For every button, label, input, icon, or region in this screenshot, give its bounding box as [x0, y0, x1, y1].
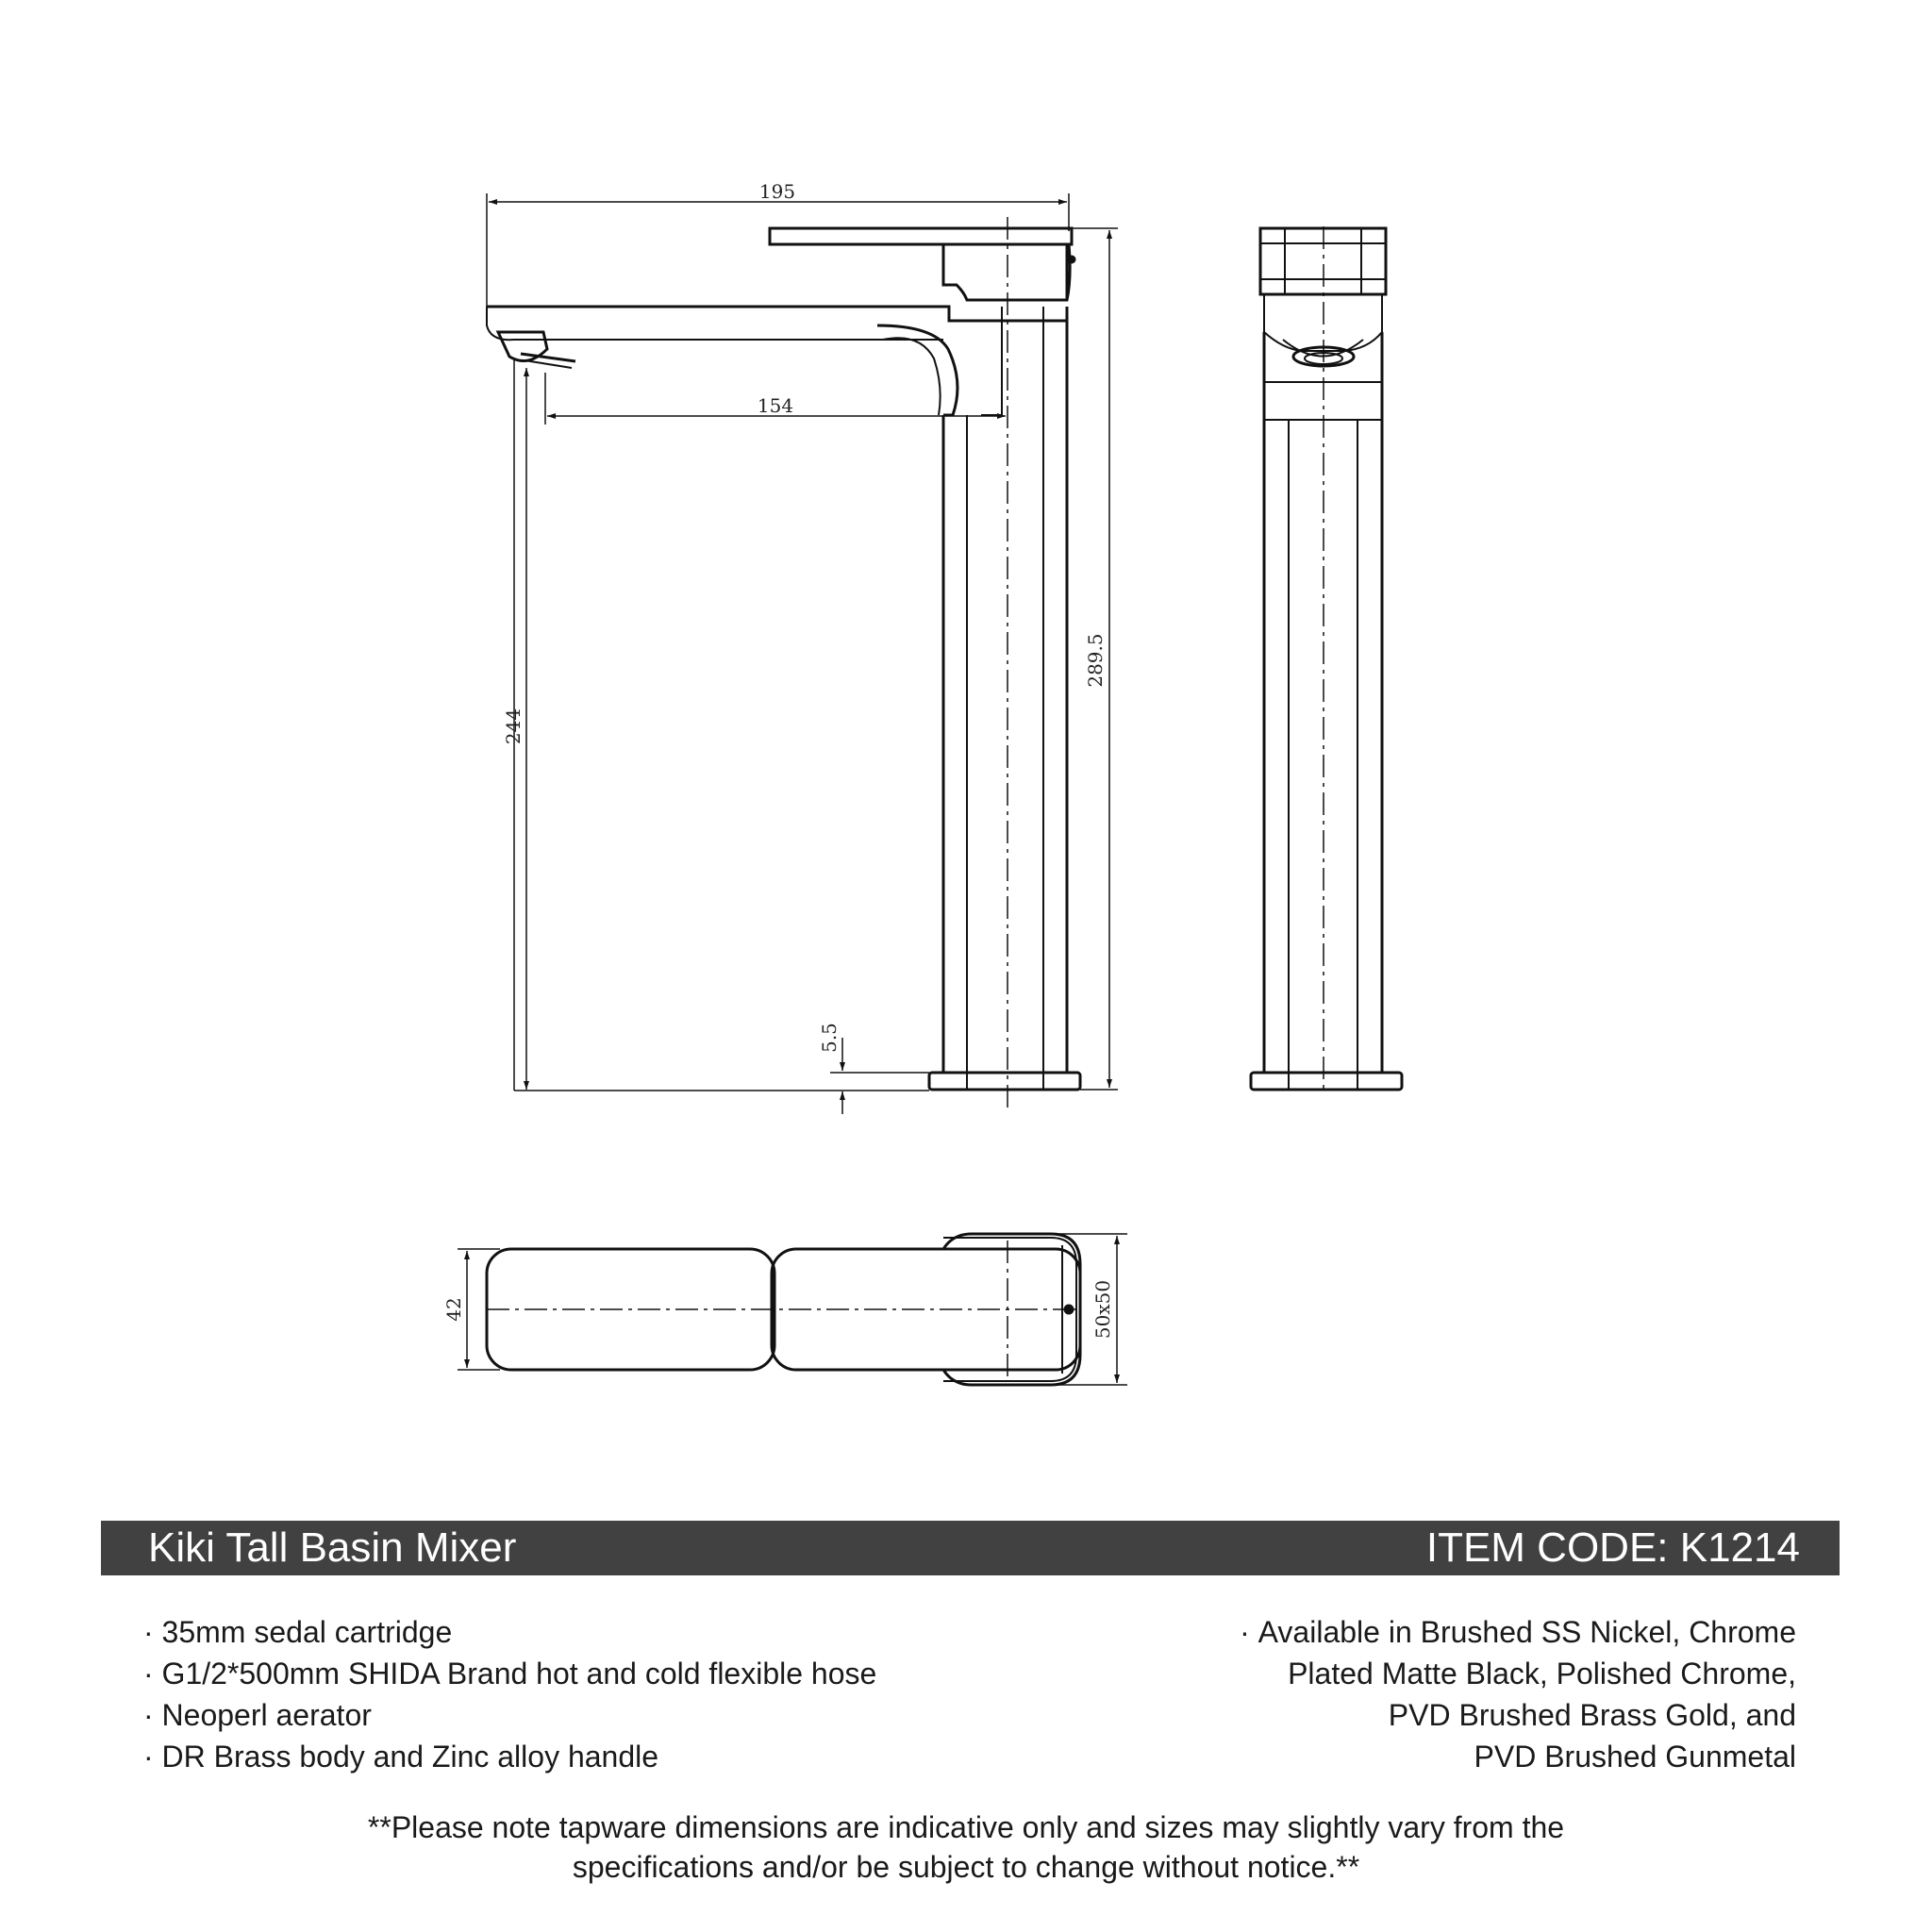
product-title: Kiki Tall Basin Mixer: [148, 1524, 517, 1571]
dim-base-size: 50x50: [1091, 1279, 1114, 1340]
title-banner: [101, 1521, 1840, 1575]
dim-base-thickness: 5.5: [818, 1023, 841, 1053]
finish-options-line: PVD Brushed Gunmetal: [1474, 1740, 1796, 1774]
front-view: [487, 217, 1080, 1108]
dim-overall-height: 289.5: [1084, 633, 1107, 688]
front-dimensions: [487, 193, 1118, 1114]
feature-item: · DR Brass body and Zinc alloy handle: [143, 1736, 876, 1777]
finish-options-line: Plated Matte Black, Polished Chrome,: [1288, 1657, 1796, 1690]
handle-lever: [770, 228, 1072, 244]
dim-spout-reach: 154: [757, 394, 794, 417]
dim-handle-width: 42: [442, 1297, 465, 1322]
feature-item: · G1/2*500mm SHIDA Brand hot and cold flexible hose: [143, 1653, 876, 1694]
feature-item: · 35mm sedal cartridge: [143, 1611, 876, 1653]
base-plate: [929, 1073, 1080, 1090]
handle-body: [943, 244, 1070, 300]
spout-outline: [487, 307, 1067, 321]
side-base-plate: [1251, 1073, 1402, 1090]
dim-spout-height: 244: [502, 708, 525, 745]
disclaimer-line: **Please note tapware dimensions are indicative only and sizes may slightly vary from the: [367, 1810, 1565, 1844]
disclaimer-line: specifications and/or be subject to change without notice.**: [572, 1850, 1360, 1884]
finish-options-line: PVD Brushed Brass Gold, and: [1388, 1698, 1796, 1732]
item-code: ITEM CODE: K1214: [1425, 1524, 1800, 1571]
dim-overall-width: 195: [758, 180, 796, 203]
side-view: [1251, 226, 1402, 1094]
finish-options-line: · Available in Brushed SS Nickel, Chrome: [1240, 1611, 1796, 1653]
features-list-left: [143, 1611, 876, 1777]
features-list-right: [1240, 1611, 1796, 1777]
plan-view: [487, 1234, 1080, 1385]
feature-item: · Neoperl aerator: [143, 1694, 876, 1736]
disclaimer-note: [0, 1807, 1932, 1887]
